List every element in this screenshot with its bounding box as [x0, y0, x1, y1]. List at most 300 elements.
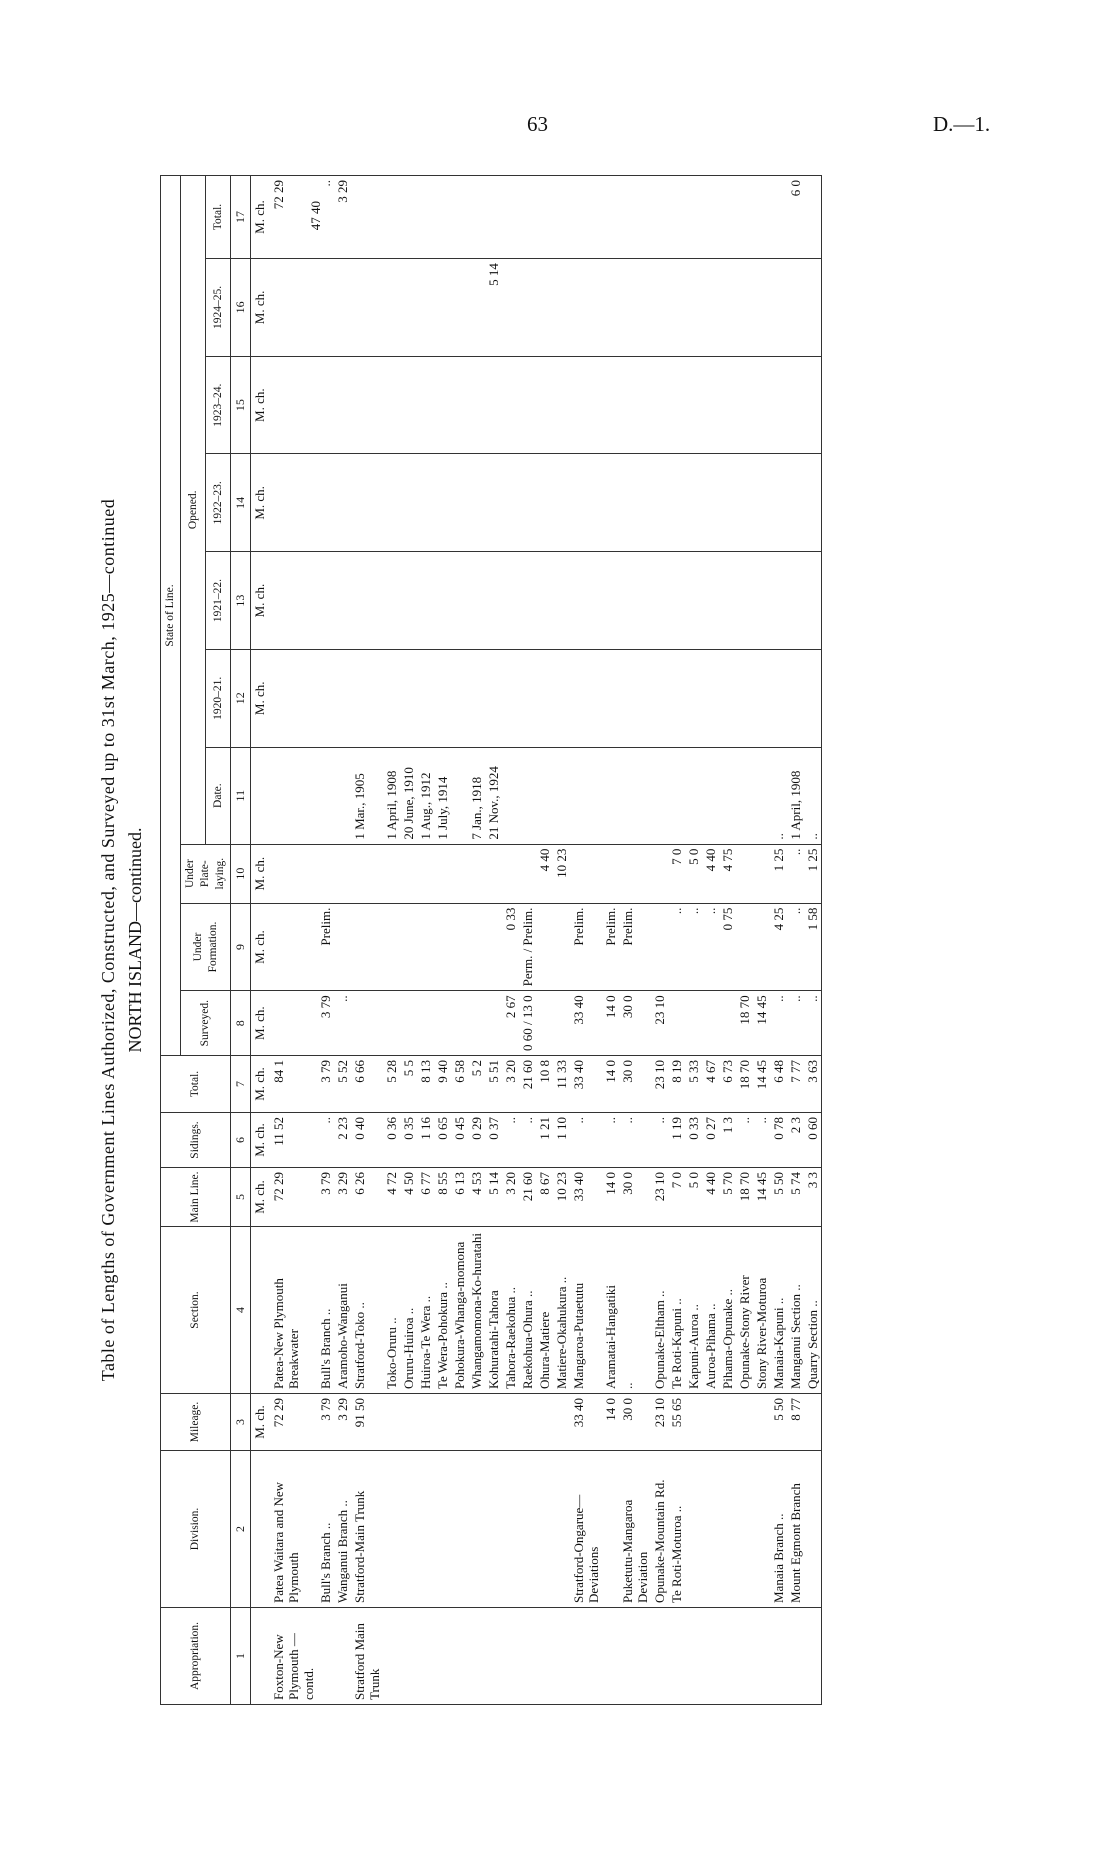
table-cell: [685, 1394, 702, 1451]
units-row: [251, 176, 271, 1705]
table-cell: [719, 259, 736, 357]
table-cell: 6 26: [351, 1168, 383, 1227]
table-cell: 33 40: [570, 1394, 602, 1451]
table-cell: 11 33: [553, 1056, 570, 1113]
table-cell: [334, 903, 351, 991]
table-cell: [770, 176, 787, 259]
table-cell: [619, 454, 651, 552]
table-cell: [553, 259, 570, 357]
table-cell: [702, 649, 719, 747]
table-cell: [317, 649, 334, 747]
table-cell: 14 45: [753, 1168, 770, 1227]
table-cell: [485, 552, 502, 650]
table-cell: [770, 356, 787, 454]
table-row: [519, 176, 536, 1705]
table-cell: [668, 356, 685, 454]
table-cell: Pohokura-Whanga-momona: [451, 1227, 468, 1394]
table-cell: [417, 552, 434, 650]
table-cell: [570, 552, 602, 650]
table-cell: Matiere-Okahukura ..: [553, 1227, 570, 1394]
table-cell: [468, 991, 485, 1056]
header-state-of-line: State of Line.: [161, 176, 181, 1056]
table-cell: 0 60: [804, 1113, 822, 1168]
table-cell: 5 14: [485, 259, 502, 357]
table-cell: [317, 747, 334, 844]
table-cell: [668, 991, 685, 1056]
table-cell: [417, 649, 434, 747]
column-number: 17: [231, 176, 251, 259]
table-cell: [417, 1394, 434, 1451]
table-cell: [736, 649, 753, 747]
table-cell: 5 74: [787, 1168, 804, 1227]
table-cell: [651, 903, 668, 991]
bracket-total: [308, 201, 324, 230]
table-cell: [570, 356, 602, 454]
table-cell: [651, 454, 668, 552]
table-cell: [753, 1608, 770, 1705]
table-cell: [383, 903, 400, 991]
table-cell: 6 48: [770, 1056, 787, 1113]
table-cell: [270, 903, 317, 991]
table-cell: [536, 259, 553, 357]
table-cell: [787, 649, 804, 747]
table-cell: ..: [619, 1227, 651, 1394]
table-cell: [485, 903, 502, 991]
table-cell: [719, 991, 736, 1056]
table-cell: 1 25: [804, 844, 822, 903]
table-cell: [536, 747, 553, 844]
table-cell: 3 3: [804, 1168, 822, 1227]
table-cell: [685, 552, 702, 650]
table-cell: Aramoho-Wanganui: [334, 1227, 351, 1394]
table-cell: [719, 1608, 736, 1705]
table-cell: 33 40: [570, 1168, 602, 1227]
table-cell: [804, 356, 822, 454]
column-number: 7: [231, 1056, 251, 1113]
table-row: [787, 176, 804, 1705]
table-cell: [417, 903, 434, 991]
table-row: [502, 176, 519, 1705]
table-cell: [400, 454, 417, 552]
table-cell: [553, 903, 570, 991]
table-cell: [334, 747, 351, 844]
table-cell: Stratford Main Trunk: [351, 1608, 383, 1705]
unit-cell: M. ch.: [251, 1056, 271, 1113]
table-cell: [400, 844, 417, 903]
table-cell: [685, 259, 702, 357]
table-cell: [351, 356, 383, 454]
table-cell: [270, 649, 317, 747]
header-division: Division.: [161, 1451, 231, 1608]
table-cell: [434, 649, 451, 747]
table-cell: [434, 552, 451, 650]
table-cell: [719, 649, 736, 747]
table-cell: [702, 356, 719, 454]
table-cell: ..: [317, 1113, 334, 1168]
header-opened: Opened.: [181, 176, 206, 845]
table-cell: [270, 747, 317, 844]
table-cell: [770, 552, 787, 650]
table-cell: [804, 1451, 822, 1608]
table-cell: 33 40: [570, 1056, 602, 1113]
table-cell: 3 79: [317, 1168, 334, 1227]
table-cell: [417, 991, 434, 1056]
table-cell: [619, 552, 651, 650]
table-cell: [434, 259, 451, 357]
table-cell: Wanganui Branch ..: [334, 1451, 351, 1608]
table-cell: [787, 1608, 804, 1705]
table-cell: 0 33: [685, 1113, 702, 1168]
unit-cell: M. ch.: [251, 1113, 271, 1168]
table-cell: [668, 552, 685, 650]
table-cell: [270, 991, 317, 1056]
table-cell: Bull's Branch ..: [317, 1451, 334, 1608]
table-cell: ..: [668, 903, 685, 991]
table-cell: [400, 356, 417, 454]
table-cell: [502, 356, 519, 454]
table-cell: Te Wera-Pohokura ..: [434, 1227, 451, 1394]
table-cell: 20 June, 1910: [400, 747, 417, 844]
unit-cell: M. ch.: [251, 454, 271, 552]
table-cell: [619, 176, 651, 259]
table-cell: 18 70: [736, 991, 753, 1056]
table-cell: [804, 649, 822, 747]
table-cell: ..: [334, 991, 351, 1056]
page-number: 63: [527, 112, 548, 136]
table-cell: [753, 552, 770, 650]
table-cell: 4 25: [770, 903, 787, 991]
table-cell: [651, 1608, 668, 1705]
table-cell: 1 Mar., 1905: [351, 747, 383, 844]
header-appropriation: Appropriation.: [161, 1608, 231, 1705]
table-cell: [451, 356, 468, 454]
table-cell: [719, 356, 736, 454]
table-cell: 6 77: [417, 1168, 434, 1227]
table-cell: 0 75: [719, 903, 736, 991]
table-cell: [502, 552, 519, 650]
table-cell: [570, 259, 602, 357]
table-cell: [753, 1394, 770, 1451]
table-cell: 4 40: [702, 844, 719, 903]
table-cell: [702, 259, 719, 357]
table-cell: ..: [619, 1113, 651, 1168]
table-cell: [334, 649, 351, 747]
table-cell: [570, 747, 602, 844]
table-cell: [434, 1394, 451, 1451]
table-cell: Patea-New Plymouth Breakwater: [270, 1227, 317, 1394]
table-cell: 4 53: [468, 1168, 485, 1227]
table-cell: 18 70: [736, 1168, 753, 1227]
table-cell: [602, 747, 619, 844]
table-cell: Mangaroa-Putaetutu: [570, 1227, 602, 1394]
table-cell: Prelim.: [570, 903, 602, 991]
table-cell: [434, 454, 451, 552]
table-cell: [804, 552, 822, 650]
table-cell: 5 5: [400, 1056, 417, 1113]
table-cell: [519, 844, 536, 903]
table-cell: [334, 552, 351, 650]
table-cell: 21 60: [519, 1056, 536, 1113]
table-cell: [400, 259, 417, 357]
table-cell: [334, 844, 351, 903]
table-cell: [434, 1451, 451, 1608]
table-cell: [651, 552, 668, 650]
table-cell: [351, 649, 383, 747]
table-cell: [685, 454, 702, 552]
table-cell: [417, 1451, 434, 1608]
table-cell: [383, 991, 400, 1056]
table-cell: [602, 259, 619, 357]
table-cell: [602, 1608, 619, 1705]
table-cell: Pihama-Opunake ..: [719, 1227, 736, 1394]
table-cell: Ohura-Matiere: [536, 1227, 553, 1394]
table-cell: [804, 176, 822, 259]
table-cell: [451, 649, 468, 747]
table-cell: [668, 176, 685, 259]
table-subtitle: NORTH ISLAND—continued.: [125, 827, 145, 1053]
table-cell: 1 58: [804, 903, 822, 991]
table-cell: 30 0: [619, 1056, 651, 1113]
table-cell: [334, 259, 351, 357]
table-cell: [770, 649, 787, 747]
table-cell: [519, 176, 536, 259]
table-cell: [434, 844, 451, 903]
column-number: 10: [231, 844, 251, 903]
table-cell: [434, 176, 451, 259]
table-cell: [685, 1608, 702, 1705]
table-cell: [417, 176, 434, 259]
table-cell: [553, 1608, 570, 1705]
table-cell: [400, 649, 417, 747]
unit-cell: M. ch.: [251, 552, 271, 650]
table-cell: [736, 356, 753, 454]
table-cell: [468, 903, 485, 991]
table-cell: 5 50: [770, 1394, 787, 1451]
table-cell: 3 63: [804, 1056, 822, 1113]
table-cell: Kapuni-Auroa ..: [685, 1227, 702, 1394]
table-cell: 3 79: [317, 991, 334, 1056]
table-cell: [736, 1608, 753, 1705]
table-cell: [451, 991, 468, 1056]
table-cell: Perm. / Prelim.: [519, 903, 536, 991]
table-row: [651, 176, 668, 1705]
header-under-formation: Under Formation.: [181, 903, 231, 991]
table-cell: [736, 176, 753, 259]
table-cell: 72 29: [270, 176, 317, 259]
table-cell: 0 78: [770, 1113, 787, 1168]
table-cell: [702, 1451, 719, 1608]
table-cell: [383, 844, 400, 903]
table-cell: Prelim.: [619, 903, 651, 991]
table-cell: [753, 649, 770, 747]
table-cell: [451, 1451, 468, 1608]
table-cell: [719, 176, 736, 259]
table-cell: Prelim.: [602, 903, 619, 991]
column-number: 11: [231, 747, 251, 844]
table-cell: [468, 1451, 485, 1608]
table-cell: Quarry Section ..: [804, 1227, 822, 1394]
table-cell: Huiroa-Te Wera ..: [417, 1227, 434, 1394]
table-cell: 0 40: [351, 1113, 383, 1168]
table-cell: [417, 454, 434, 552]
table-cell: [270, 844, 317, 903]
table-cell: [719, 454, 736, 552]
table-cell: [519, 356, 536, 454]
table-cell: 7 Jan., 1918: [468, 747, 485, 844]
table-cell: 5 0: [685, 844, 702, 903]
table-cell: [400, 1451, 417, 1608]
table-cell: [602, 176, 619, 259]
table-row: [434, 176, 451, 1705]
table-cell: 8 19: [668, 1056, 685, 1113]
table-cell: [485, 1608, 502, 1705]
table-cell: 8 67: [536, 1168, 553, 1227]
table-cell: Puketutu-Mangaroa Deviation: [619, 1451, 651, 1608]
table-cell: 6 58: [451, 1056, 468, 1113]
table-cell: Opunake-Mountain Rd.: [651, 1451, 668, 1608]
table-cell: [451, 259, 468, 357]
table-cell: [434, 903, 451, 991]
table-cell: [502, 176, 519, 259]
table-cell: [685, 1451, 702, 1608]
table-cell: Stratford-Main Trunk: [351, 1451, 383, 1608]
table-cell: [519, 1394, 536, 1451]
table-row: [753, 176, 770, 1705]
table-cell: [570, 649, 602, 747]
table-cell: 14 45: [753, 1056, 770, 1113]
table-cell: 3 29: [334, 176, 351, 259]
table-cell: 6 73: [719, 1056, 736, 1113]
table-cell: 0 27: [702, 1113, 719, 1168]
table-cell: [502, 454, 519, 552]
table-cell: 23 10: [651, 1394, 668, 1451]
table-cell: [685, 356, 702, 454]
table-cell: 8 77: [787, 1394, 804, 1451]
column-number: 2: [231, 1451, 251, 1608]
unit-cell: M. ch.: [251, 259, 271, 357]
table-cell: ..: [804, 991, 822, 1056]
table-cell: [804, 454, 822, 552]
table-cell: 0 37: [485, 1113, 502, 1168]
table-cell: Tahora-Raekohua ..: [502, 1227, 519, 1394]
table-cell: [383, 1608, 400, 1705]
table-cell: [451, 844, 468, 903]
table-cell: [570, 454, 602, 552]
column-number: 12: [231, 649, 251, 747]
table-cell: ..: [519, 1113, 536, 1168]
table-cell: [570, 844, 602, 903]
table-cell: [736, 1394, 753, 1451]
table-cell: [602, 552, 619, 650]
table-row: [602, 176, 619, 1705]
table-cell: [519, 1608, 536, 1705]
table-cell: [553, 454, 570, 552]
table-cell: [434, 991, 451, 1056]
table-cell: [651, 649, 668, 747]
table-cell: [334, 1608, 351, 1705]
table-cell: [519, 454, 536, 552]
table-cell: 8 55: [434, 1168, 451, 1227]
table-cell: [753, 259, 770, 357]
table-row: [270, 176, 317, 1705]
table-cell: Oruru-Huiroa ..: [400, 1227, 417, 1394]
table-cell: [719, 747, 736, 844]
table-cell: [434, 356, 451, 454]
table-cell: 14 45: [753, 991, 770, 1056]
table-cell: 10 23: [553, 844, 570, 903]
table-cell: ..: [602, 1113, 619, 1168]
table-cell: 5 50: [770, 1168, 787, 1227]
table-cell: 11 52: [270, 1113, 317, 1168]
table-cell: [502, 259, 519, 357]
table-body: [251, 176, 822, 1705]
table-row: [719, 176, 736, 1705]
table-cell: ..: [651, 1113, 668, 1168]
table-cell: Manaia-Kapuni ..: [770, 1227, 787, 1394]
table-cell: 2 67: [502, 991, 519, 1056]
table-cell: 14 0: [602, 1168, 619, 1227]
table-cell: ..: [317, 176, 334, 259]
table-cell: [536, 991, 553, 1056]
table-cell: [351, 844, 383, 903]
table-cell: [553, 747, 570, 844]
table-cell: [451, 1608, 468, 1705]
table-cell: [536, 649, 553, 747]
table-cell: [383, 356, 400, 454]
table-cell: [787, 552, 804, 650]
table-cell: 9 40: [434, 1056, 451, 1113]
table-cell: 7 77: [787, 1056, 804, 1113]
table-cell: [502, 649, 519, 747]
column-number: 4: [231, 1227, 251, 1394]
table-cell: [570, 1608, 602, 1705]
table-cell: [451, 552, 468, 650]
header-mileage: Mileage.: [161, 1394, 231, 1451]
table-cell: [619, 1608, 651, 1705]
table-cell: [668, 649, 685, 747]
table-cell: Raekohua-Ohura ..: [519, 1227, 536, 1394]
table-cell: 5 14: [485, 1168, 502, 1227]
table-cell: [383, 454, 400, 552]
table-cell: [719, 1394, 736, 1451]
table-row: [468, 176, 485, 1705]
table-cell: ..: [570, 1113, 602, 1168]
table-cell: [602, 356, 619, 454]
table-cell: 18 70: [736, 1056, 753, 1113]
table-row: [736, 176, 753, 1705]
table-cell: Aramatai-Hangatiki: [602, 1227, 619, 1394]
table-cell: [468, 259, 485, 357]
table-cell: Mount Egmont Branch: [787, 1451, 804, 1608]
table-cell: [536, 1394, 553, 1451]
table-cell: [468, 176, 485, 259]
table-cell: 7 0: [668, 1168, 685, 1227]
header-surveyed: Surveyed.: [181, 991, 231, 1056]
table-cell: [351, 454, 383, 552]
table-cell: Foxton-New Plymouth —contd.: [270, 1608, 317, 1705]
table-cell: [753, 356, 770, 454]
table-row: [804, 176, 822, 1705]
table-cell: 23 10: [651, 991, 668, 1056]
lengths-table: [160, 175, 822, 1705]
table-cell: 1 July, 1914: [434, 747, 451, 844]
table-cell: 4 72: [383, 1168, 400, 1227]
header-section: Section.: [161, 1227, 231, 1394]
table-cell: [668, 259, 685, 357]
table-cell: 2 23: [334, 1113, 351, 1168]
table-row: [451, 176, 468, 1705]
header-under-platelaying: Under Plate-laying.: [181, 844, 231, 903]
